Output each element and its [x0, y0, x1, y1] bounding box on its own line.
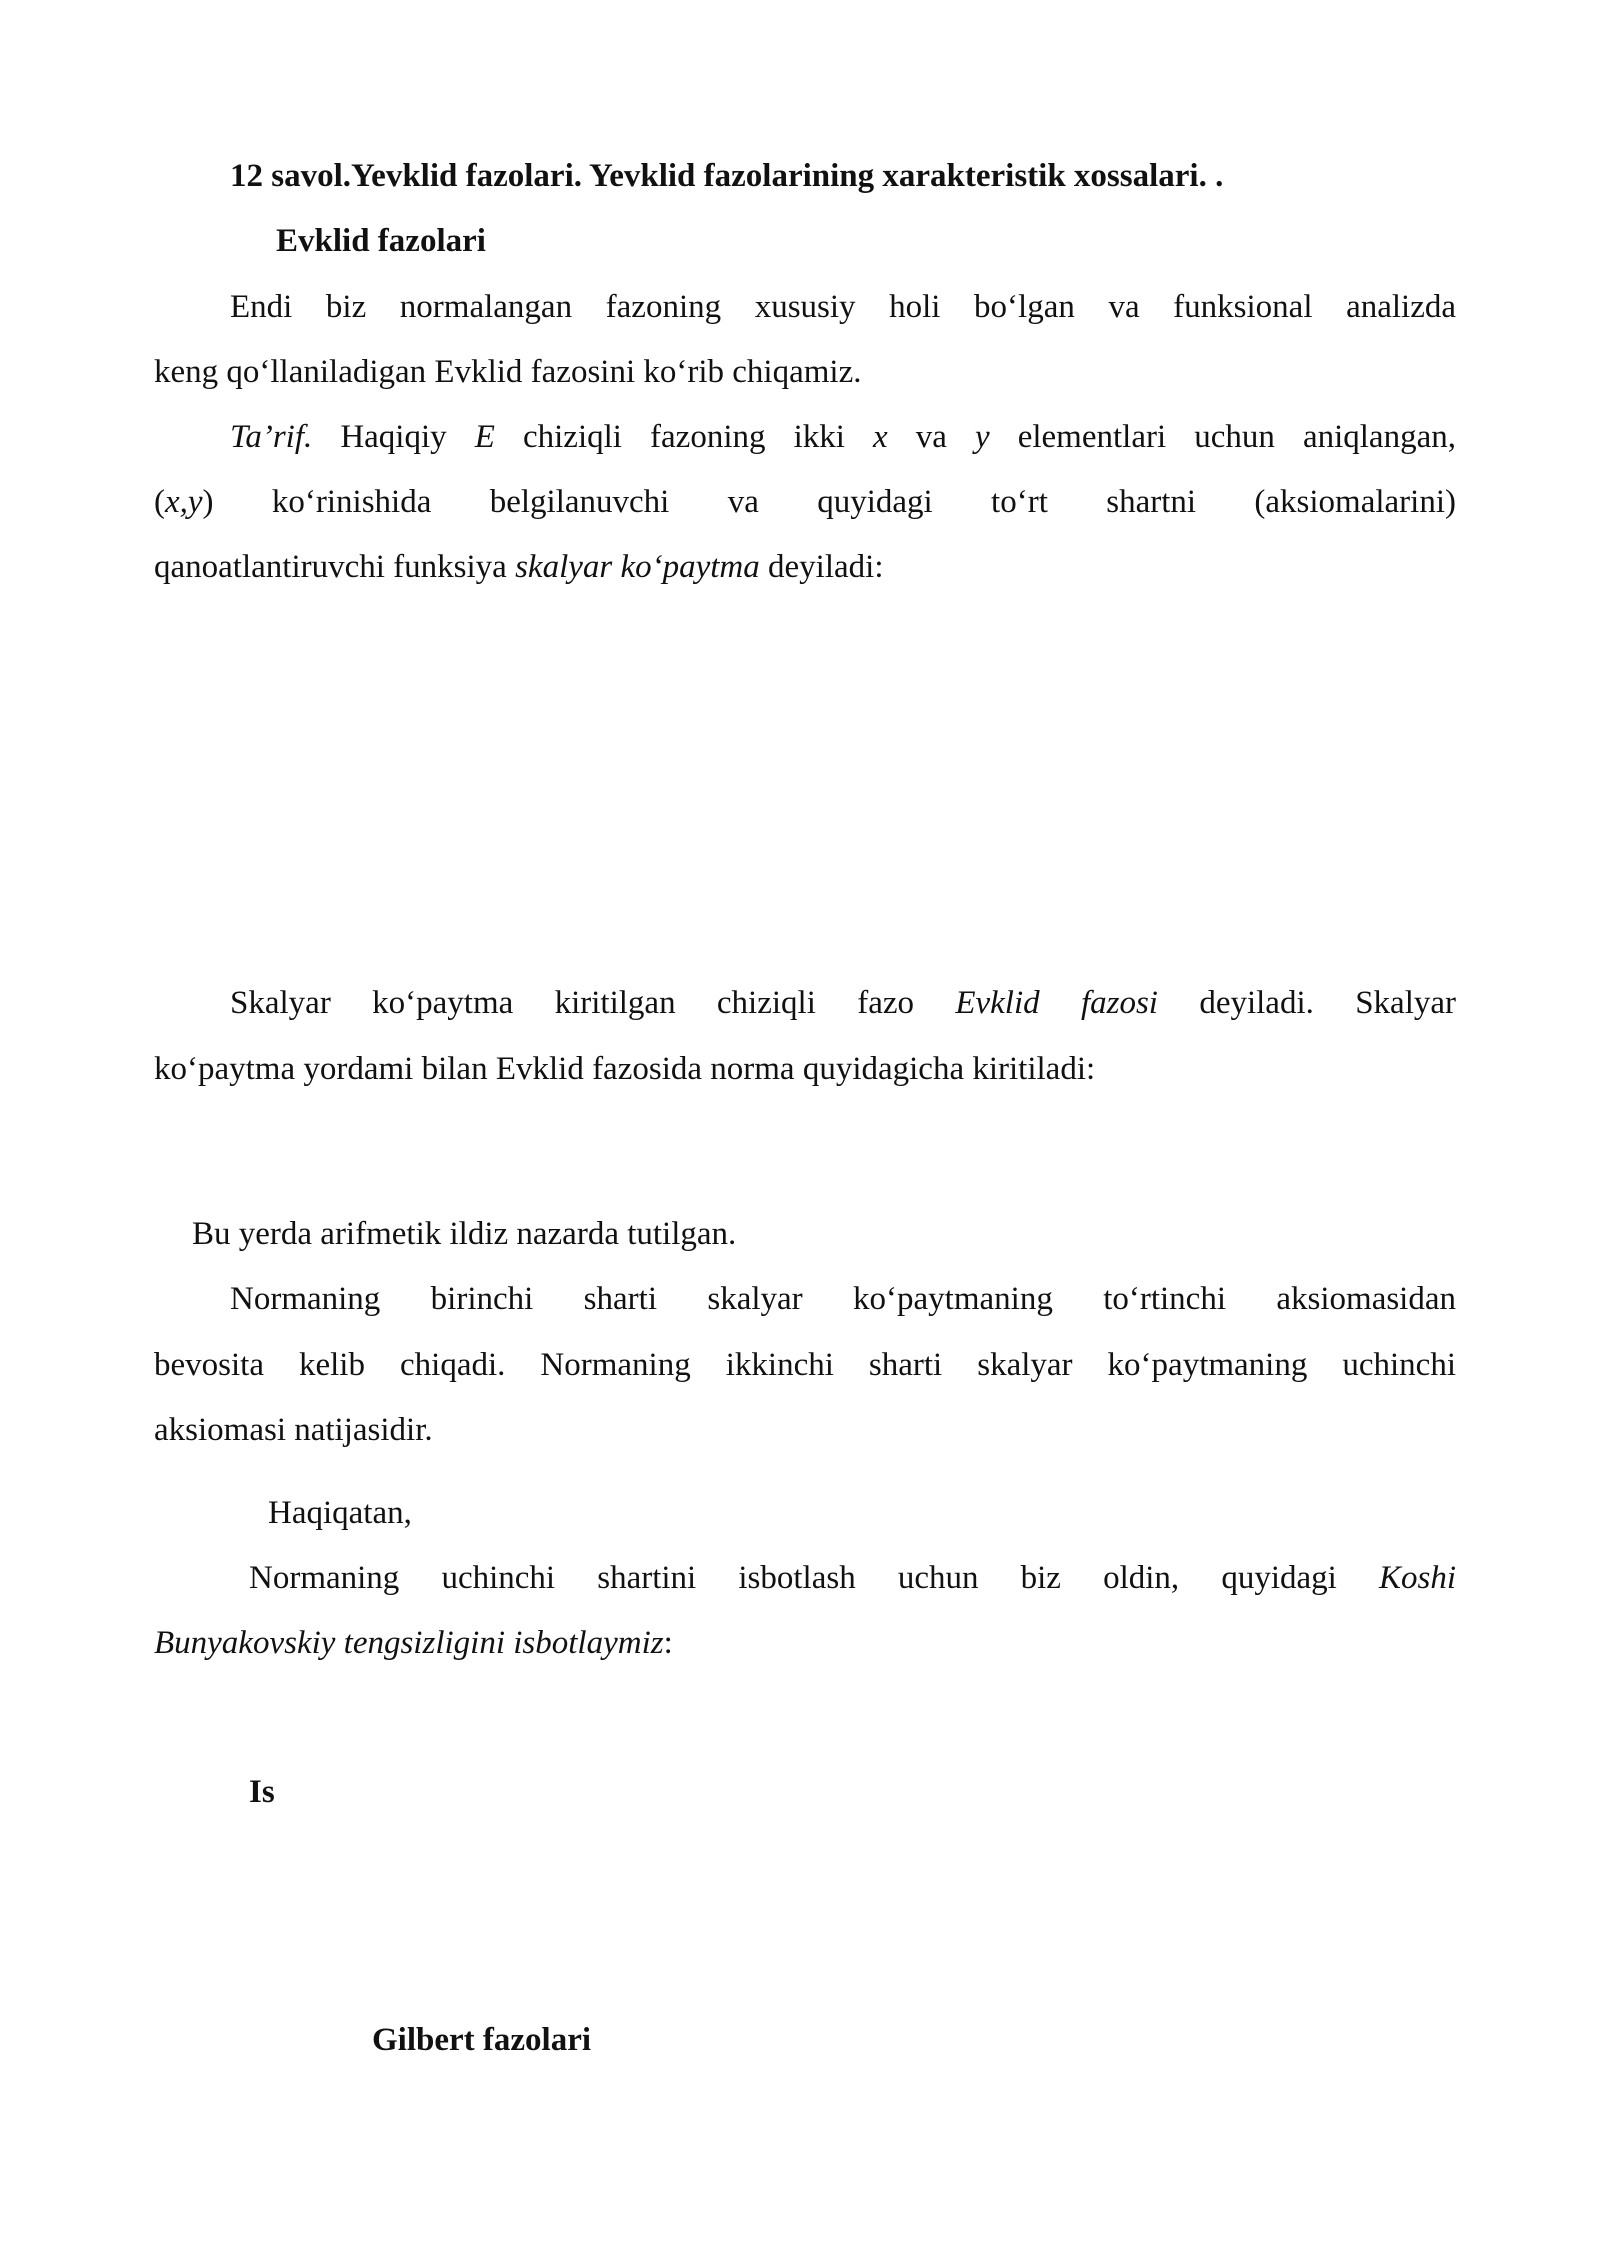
term-skalyar-kopaytma: skalyar ko‘paytma [515, 549, 760, 585]
definition-term: Ta’rif. [230, 419, 313, 455]
pair-symbol-xy: x,y [165, 484, 203, 520]
norm-paragraph-line-2: bevosita kelib chiqadi. Normaning ikkinchi sharti skalyar ko‘paytmaning uchinchi [154, 1347, 1456, 1383]
proof-label: Is [249, 1774, 275, 1810]
element-symbol-y: y [974, 419, 990, 455]
paragraph-intro-line-2: keng qo‘llaniladigan Evklid fazosini ko‘rib chiqamiz. [154, 354, 862, 390]
section-heading-evklid: Evklid fazolari [276, 223, 486, 259]
term-evklid-fazosi: Evklid fazosi [955, 985, 1158, 1021]
section-heading-gilbert: Gilbert fazolari [372, 2022, 592, 2058]
element-symbol-x: x [873, 419, 888, 455]
root-note: Bu yerda arifmetik ildiz nazarda tutilgan. [192, 1216, 737, 1252]
definition-line-3: qanoatlantiruvchi funksiya skalyar ko‘paytma deyiladi: [154, 549, 884, 585]
paragraph-intro-line-1: Endi biz normalangan fazoning xususiy holi bo‘lgan va funksional analizda [230, 289, 1456, 325]
term-bunyakovskiy-inequality: Bunyakovskiy tengsizligini isbotlaymiz [154, 1625, 664, 1661]
norm-paragraph-line-1: Normaning birinchi sharti skalyar ko‘paytmaning to‘rtinchi aksiomasidan [230, 1281, 1456, 1317]
cauchy-paragraph-line-2: Bunyakovskiy tengsizligini isbotlaymiz: [154, 1625, 673, 1661]
definition-line-1: Ta’rif. Haqiqiy E chiziqli fazoning ikki x va y elementlari uchun aniqlangan, [230, 419, 1456, 455]
definition-line-2: (x,y) ko‘rinishida belgilanuvchi va quyidagi to‘rt shartni (aksiomalarini) [154, 484, 1456, 520]
haqiqatan-text: Haqiqatan, [268, 1495, 412, 1531]
norm-paragraph-line-3: aksiomasi natijasidir. [154, 1412, 433, 1448]
euclid-definition-line-2: ko‘paytma yordami bilan Evklid fazosida norma quyidagicha kiritiladi: [154, 1051, 1096, 1087]
space-symbol-E: E [474, 419, 495, 455]
question-title: 12 savol.Yevklid fazolari. Yevklid fazolarining xarakteristik xossalari. . [230, 158, 1224, 194]
cauchy-paragraph-line-1: Normaning uchinchi shartini isbotlash uchun biz oldin, quyidagi Koshi [249, 1560, 1456, 1596]
term-koshi: Koshi [1378, 1560, 1456, 1596]
euclid-definition-line-1: Skalyar ko‘paytma kiritilgan chiziqli fazo Evklid fazosi deyiladi. Skalyar [230, 985, 1457, 1021]
